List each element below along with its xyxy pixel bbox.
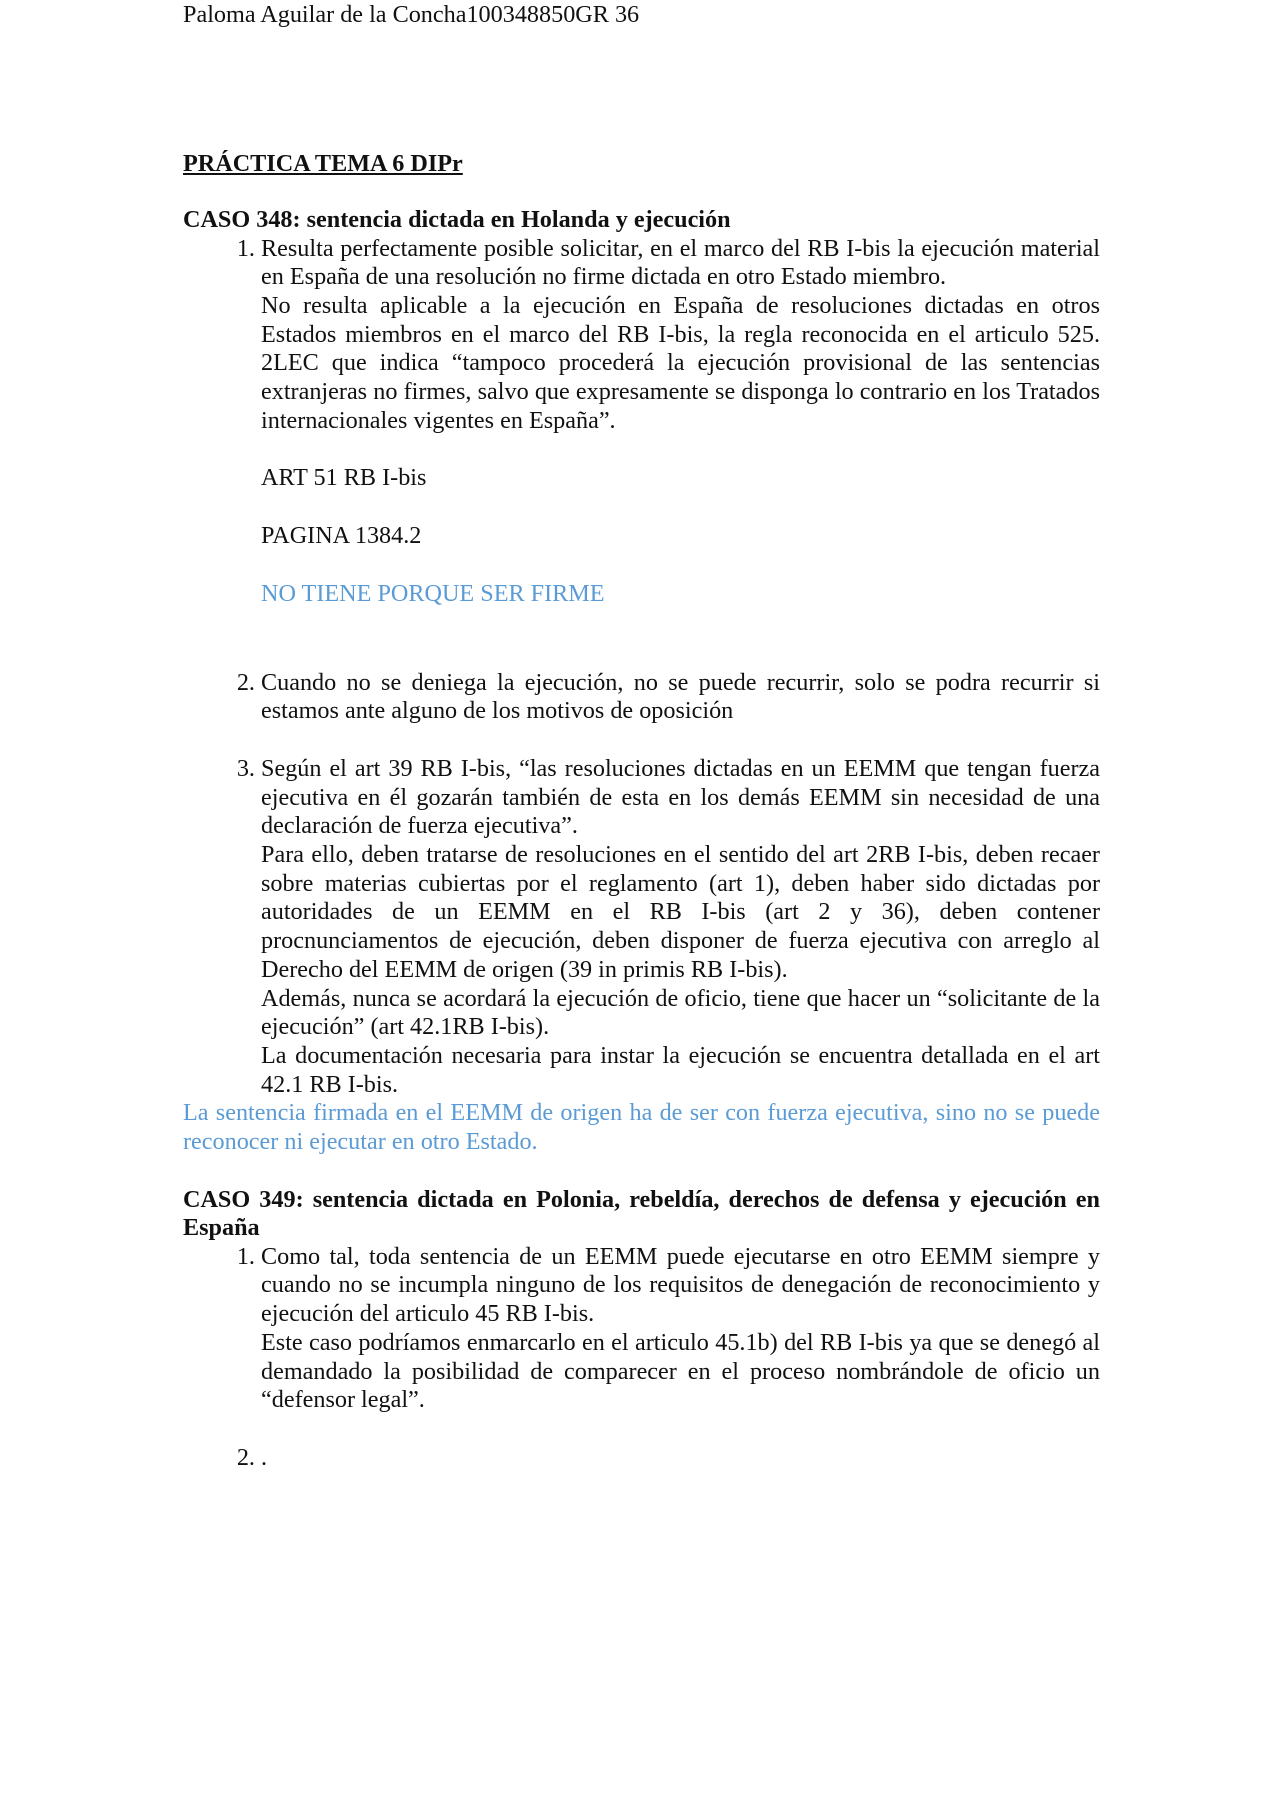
case-348-item-3-p4: La documentación necesaria para instar la ejecución se encuentra detallada en el art 42.1 RB I-bis. [261,1041,1100,1098]
case-348-item-2 [261,669,1100,726]
case-348-item-3-p2: Para ello, deben tratarse de resoluciones en el sentido del art 2RB I-bis, deben recaer sobre materias cubiertas por el reglamento (art 1), deben haber sido dictadas por autoridades de un EEMM en el RB I-bis (art 2 y 36), deben contener procnunciamentos de ejecución, deben disponer de fuerza ejecutiva con arreglo al Derecho del EEMM de origen (39 in primis RB I-bis). [261,841,1100,983]
case-349-title: CASO 349: sentencia dictada en Polonia, rebeldía, derechos de defensa y ejecución en España [183,1185,1100,1242]
document-body [183,150,1100,1473]
case-349-item-1-p2: Este caso podríamos enmarcarlo en el articulo 45.1b) del RB I-bis ya que se denegó al demandado la posibilidad de comparecer en el proceso nombrándole de oficio un “defensor legal”. [261,1328,1100,1414]
case-348-conclusion: La sentencia firmada en el EEMM de origen ha de ser con fuerza ejecutiva, sino no se puede reconocer ni ejecutar en otro Estado. [183,1099,1100,1156]
case-348-item-1-note-article: ART 51 RB I-bis [261,464,427,492]
case-349-section [183,1186,1100,1473]
case-348-item-1-p2: No resulta aplicable a la ejecución en España de resoluciones dictadas en otros Estados miembros en el marco del RB I-bis, la regla reconocida en el articulo 525. 2LEC que indica “tampoco procederá la ejecución provisional de las sentencias extranjeras no firmes, salvo que expresamente se disponga lo contrario en los Tratados internacionales vigentes en España”. [261,291,1100,434]
case-348-item-1-note-highlight: NO TIENE PORQUE SER FIRME [261,579,605,607]
case-348-item-3-p3: Además, nunca se acordará la ejecución de oficio, tiene que hacer un “solicitante de la ejecución” (art 42.1RB I-bis). [261,984,1100,1041]
document-title: PRÁCTICA TEMA 6 DIPr [183,150,463,177]
case-349-item-1 [261,1243,1100,1415]
case-348-item-3 [261,755,1100,1099]
case-348-item-3-p1: 3. Según el art 39 RB I-bis, “las resoluciones dictadas en un EEMM que tengan fuerza ejecutiva en él gozarán también de esta en los demás EEMM sin necesidad de una declaración de fuerza ejecutiva”. [261,754,1100,840]
page-header: Paloma Aguilar de la Concha100348850GR 36 [183,1,640,28]
case-348-list [183,235,1100,1100]
case-348-item-1 [261,235,1100,609]
case-349-list [183,1243,1100,1473]
case-348-title: CASO 348: sentencia dictada en Holanda y ejecución [183,206,731,233]
case-348-item-2-p1: 2. Cuando no se deniega la ejecución, no se puede recurrir, solo se podra recurrir si estamos ante alguno de los motivos de oposición [261,668,1100,725]
case-349-item-2-p1: 2. . [261,1444,268,1471]
case-348-item-1-p1: 1. Resulta perfectamente posible solicitar, en el marco del RB I-bis la ejecución material en España de una resolución no firme dictada en otro Estado miembro. [261,234,1100,291]
case-348-section [183,206,1100,1157]
case-348-item-1-note-page: PAGINA 1384.2 [261,522,422,550]
case-349-item-1-p1: 1. Como tal, toda sentencia de un EEMM puede ejecutarse en otro EEMM siempre y cuando no se incumpla ninguno de los requisitos de denegación de reconocimiento y ejecución del articulo 45 RB I-bis. [261,1242,1100,1328]
case-349-item-2 [261,1444,1100,1473]
